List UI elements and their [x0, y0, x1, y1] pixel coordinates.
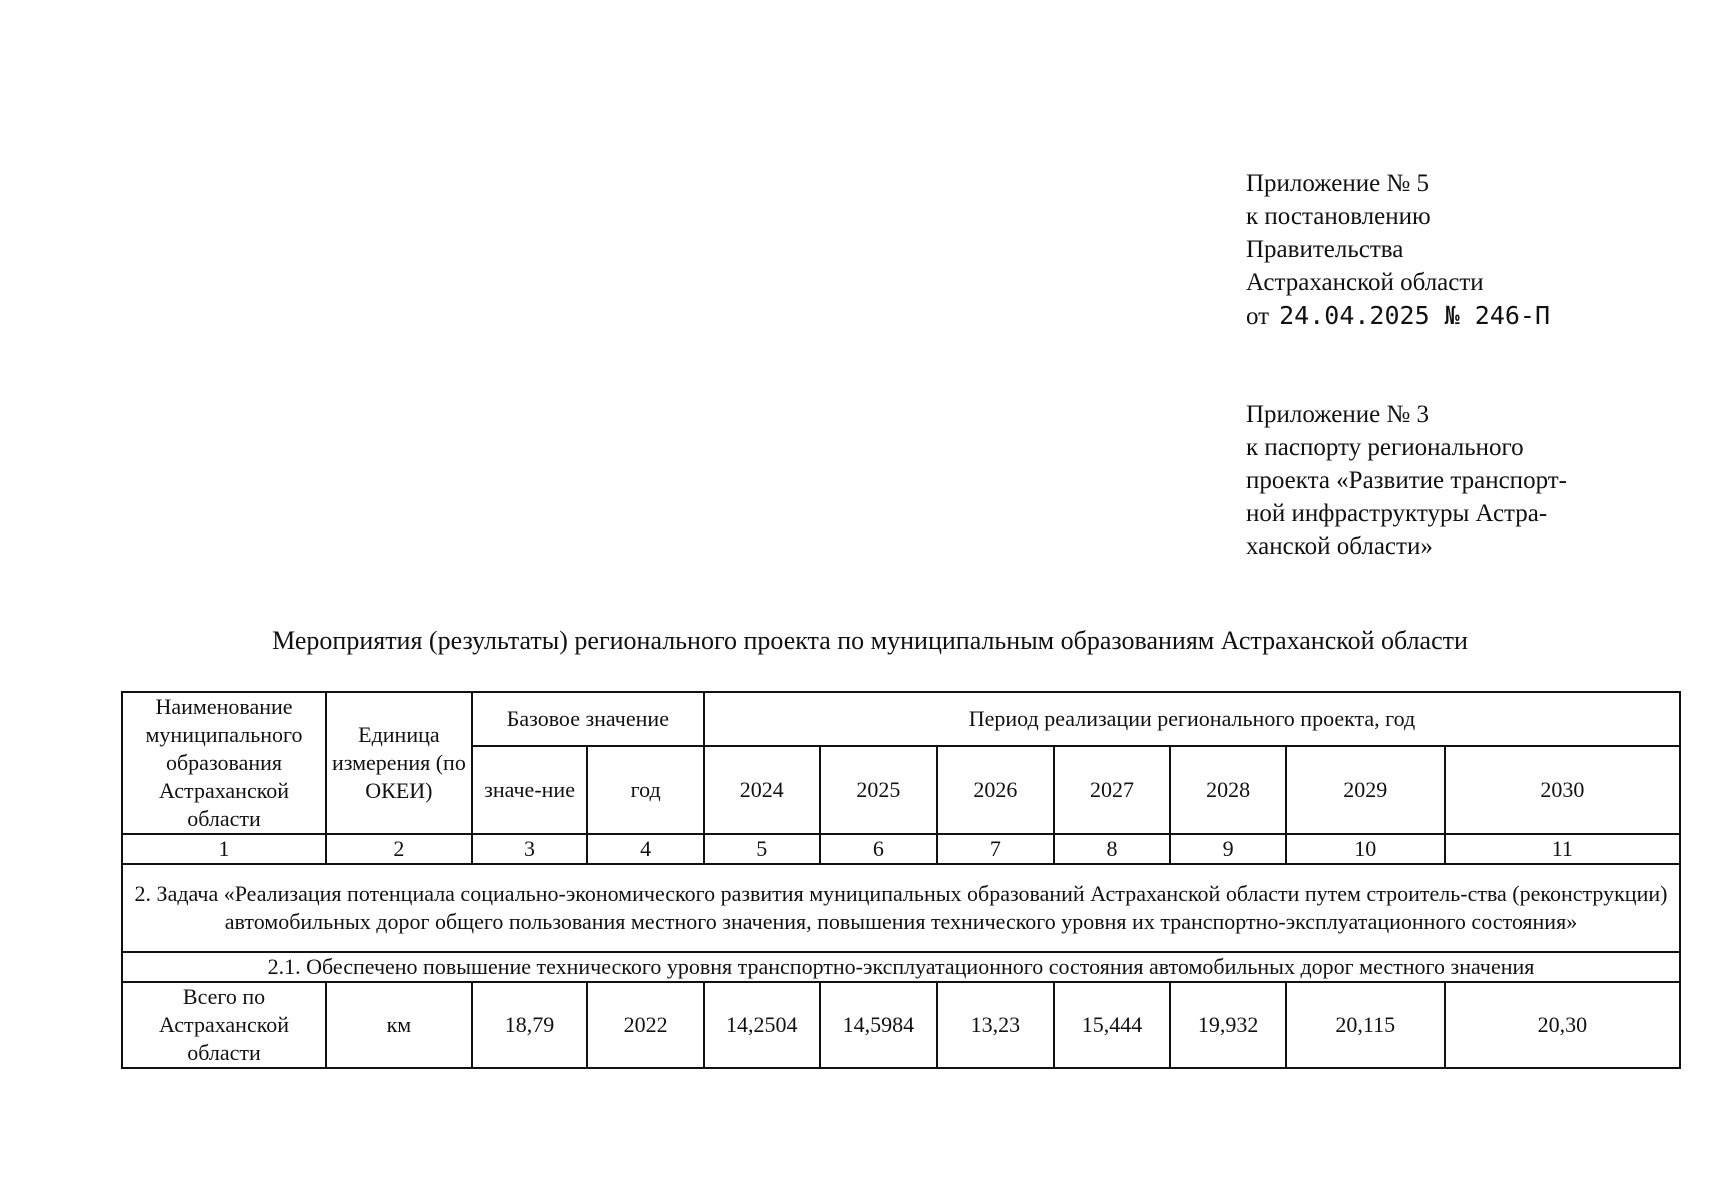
column-number: 10: [1286, 834, 1445, 864]
task-cell: 2. Задача «Реализация потенциала социально-экономического развития муниципальных образований Астраханской области путем строитель-ства (реконструкции) автомобильных дорог общего пользования местного значения, повышения технического уровня их транспортно-эксплуатационного состояния»: [122, 864, 1680, 952]
row-name: Всего по Астраханской области: [122, 982, 326, 1068]
document-title: Мероприятия (результаты) регионального проекта по муниципальным образованиям Астраханской области: [272, 626, 1468, 655]
row-value-2030: 20,30: [1445, 982, 1680, 1068]
date-prefix: от: [1246, 303, 1270, 330]
header-year-2029: 2029: [1286, 746, 1445, 834]
header-municipality: Наименование муниципального образования Астраханской области: [122, 692, 326, 834]
subtask-cell: 2.1. Обеспечено повышение технического уровня транспортно-эксплуатационного состояния автомобильных дорог местного значения: [122, 952, 1680, 982]
row-value-2029: 20,115: [1286, 982, 1445, 1068]
appendix-3-line-1: Приложение № 3: [1246, 401, 1430, 428]
appendix-5-line-1: Приложение № 5: [1246, 170, 1430, 197]
header-year-2024: 2024: [704, 746, 820, 834]
column-number: 6: [820, 834, 938, 864]
table-row: [122, 982, 1680, 1068]
column-number: 8: [1054, 834, 1171, 864]
appendix-5-line-2: к постановлению: [1246, 203, 1431, 230]
appendix-5-line-3: Правительства: [1246, 236, 1404, 263]
header-year-2028: 2028: [1170, 746, 1286, 834]
column-number: 5: [704, 834, 820, 864]
appendix-5-date-line: [1246, 299, 1550, 333]
header-base: Базовое значение: [472, 692, 704, 746]
header-year-2026: 2026: [937, 746, 1054, 834]
header-row-1: [122, 692, 1680, 746]
row-unit: км: [326, 982, 472, 1068]
row-value-2027: 15,444: [1054, 982, 1171, 1068]
header-year-2027: 2027: [1054, 746, 1171, 834]
task-row: [122, 864, 1680, 952]
row-base-value: 18,79: [472, 982, 588, 1068]
subtask-row: [122, 952, 1680, 982]
header-year-2030: 2030: [1445, 746, 1680, 834]
header-period: Период реализации регионального проекта, год: [704, 692, 1680, 746]
column-number: 11: [1445, 834, 1680, 864]
appendix-3-line-5: ханской области»: [1246, 533, 1433, 560]
column-number: 3: [472, 834, 588, 864]
column-number: 2: [326, 834, 472, 864]
row-value-2024: 14,2504: [704, 982, 820, 1068]
appendix-3-block: [1246, 398, 1567, 563]
column-number-row: [122, 834, 1680, 864]
header-base-year: год: [587, 746, 704, 834]
header-year-2025: 2025: [820, 746, 938, 834]
column-number: 1: [122, 834, 326, 864]
results-table: [121, 691, 1681, 1069]
column-number: 4: [587, 834, 704, 864]
column-number: 9: [1170, 834, 1286, 864]
appendix-5-block: [1246, 167, 1550, 333]
column-number: 7: [937, 834, 1054, 864]
date-stamp: 24.04.2025 № 246-П: [1279, 301, 1551, 330]
row-base-year: 2022: [587, 982, 704, 1068]
appendix-3-line-3: проекта «Развитие транспорт-: [1246, 467, 1567, 494]
row-value-2025: 14,5984: [820, 982, 938, 1068]
appendix-5-line-4: Астраханской области: [1246, 269, 1484, 296]
appendix-3-line-2: к паспорту регионального: [1246, 434, 1524, 461]
header-unit: Единица измерения (по ОКЕИ): [326, 692, 472, 834]
header-base-value: значе-ние: [472, 746, 588, 834]
row-value-2026: 13,23: [937, 982, 1054, 1068]
appendix-3-line-4: ной инфраструктуры Астра-: [1246, 500, 1548, 527]
row-value-2028: 19,932: [1170, 982, 1286, 1068]
